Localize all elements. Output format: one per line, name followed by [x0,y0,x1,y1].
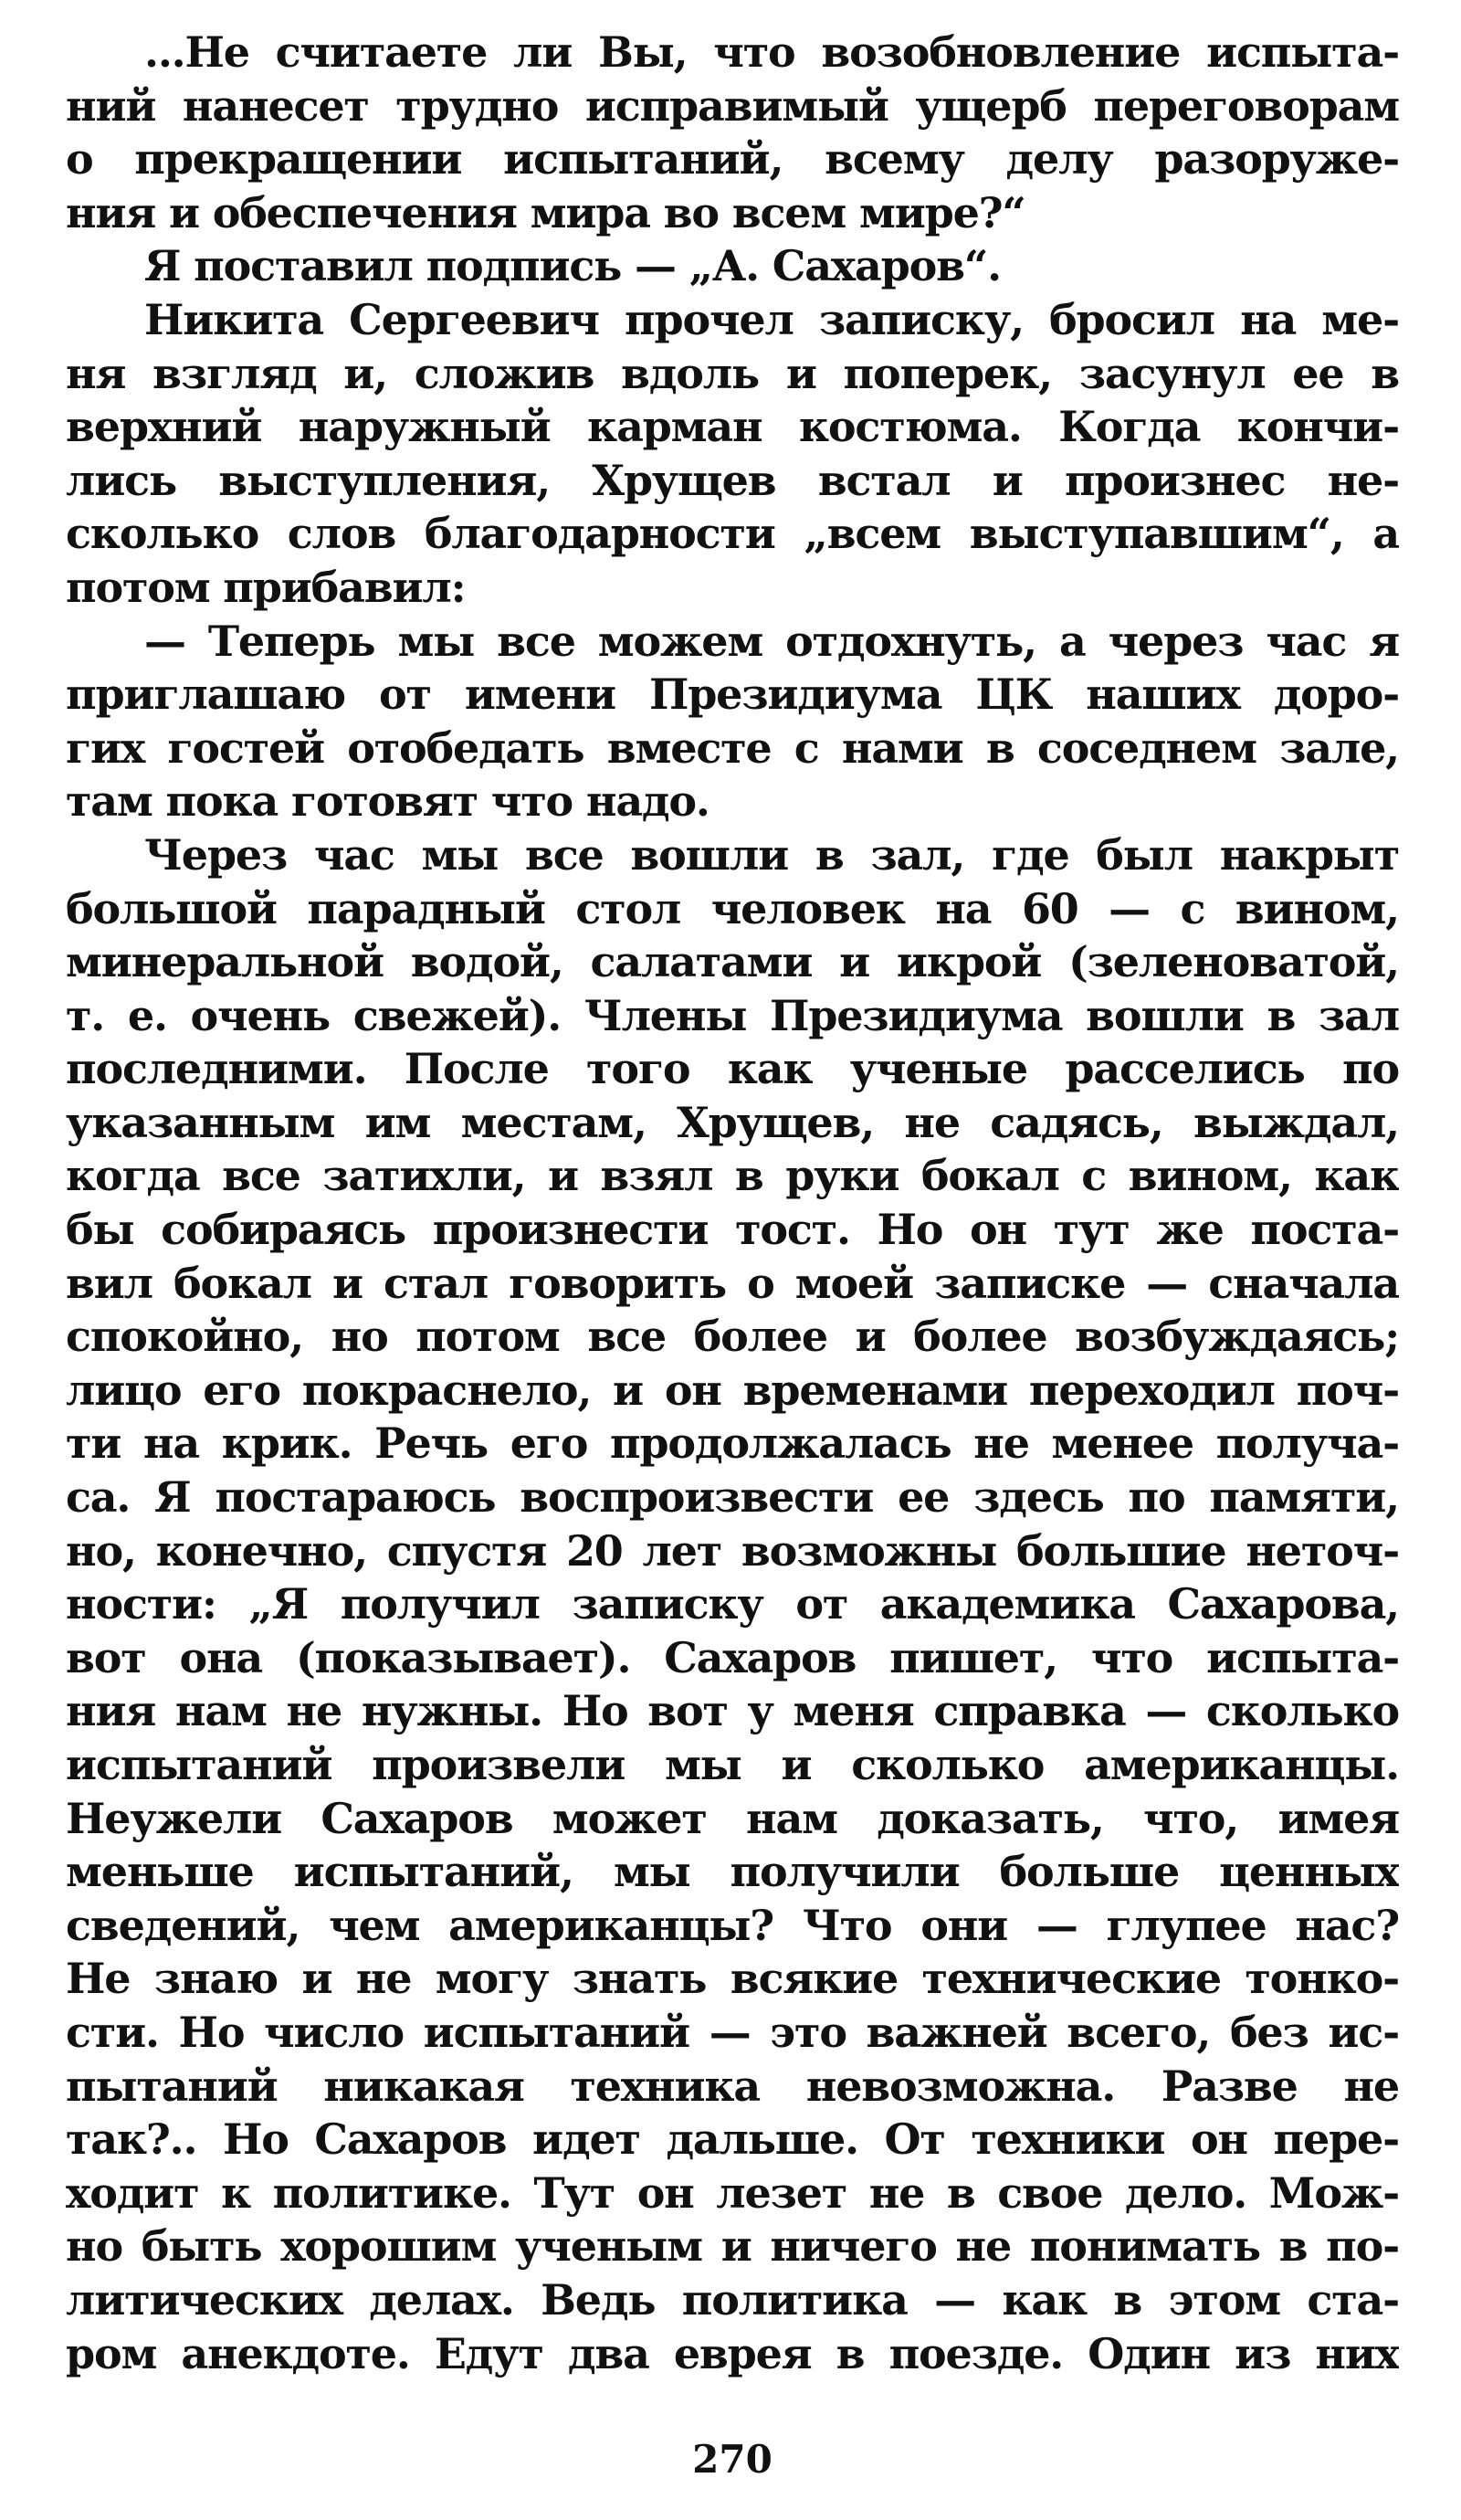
page-number: 270 [692,2437,773,2482]
text-line: но быть хорошим ученым и ничего не понимать в по- [66,2221,1399,2272]
text-line: вил бокал и стал говорить о моей записке — сначала [66,1258,1399,1308]
text-line: гих гостей отобедать вместе с нами в соседнем зале, [66,722,1399,773]
text-line: сти. Но число испытаний — это важней всего, без ис- [66,2007,1399,2057]
text-line: ня взгляд и, сложив вдоль и поперек, засунул ее в [66,348,1399,398]
text-line: приглашаю от имени Президиума ЦК наших доро- [66,670,1399,720]
text-line: Я поставил подпись — „А. Сахаров“. [144,241,1001,291]
text-line: — Теперь мы все можем отдохнуть, а через час я [144,616,1399,666]
text-line: испытаний произвели мы и сколько американцы. [66,1740,1399,1789]
text-line: меньше испытаний, мы получили больше ценных [66,1847,1399,1897]
text-line: Через час мы все вошли в зал, где был накрыт [144,829,1399,880]
text-line: верхний наружный карман костюма. Когда кончи- [66,402,1399,452]
text-line: но, конечно, спустя 20 лет возможны большие неточ- [66,1525,1399,1576]
text-line: т. е. очень свежей). Члены Президиума вошли в зал [66,990,1399,1040]
text-line: спокойно, но потом все более и более возбуждаясь; [66,1312,1399,1362]
text-line: ром анекдоте. Едут два еврея в поезде. Один из них [66,2328,1399,2378]
text-line: о прекращении испытаний, всему делу разоруже- [66,134,1399,185]
text-line: большой парадный стол человек на 60 — с вином, [66,883,1399,933]
text-line: так?.. Но Сахаров идет дальше. От техники он пере- [66,2114,1399,2165]
text-line: Неужели Сахаров может нам доказать, что, имея [66,1793,1399,1843]
text-line: ния нам не нужны. Но вот у меня справка — сколько [66,1686,1399,1736]
text-line: указанным им местам, Хрущев, не садясь, выждал, [66,1097,1399,1147]
text-line: литических делах. Ведь политика — как в этом ста- [66,2274,1399,2325]
body-text [66,26,1399,2380]
text-line: там пока готовят что надо. [66,776,709,827]
text-line: ности: „Я получил записку от академика Сахарова, [66,1579,1399,1629]
text-line: Никита Сергеевич прочел записку, бросил на ме- [144,294,1399,344]
text-line: ти на крик. Речь его продолжалась не менее получа- [66,1418,1399,1469]
book-page [66,26,1399,2492]
text-line: ний нанесет трудно исправимый ущерб переговорам [66,80,1399,131]
text-line: бы собираясь произнести тост. Но он тут же поста- [66,1205,1399,1255]
text-line: лицо его покраснело, и он временами переходил поч- [66,1365,1399,1415]
text-line: потом прибавил: [66,562,466,612]
text-line: последними. После того как ученые расселись по [66,1044,1399,1094]
text-line: ния и обеспечения мира во всем мире?“ [66,187,1025,237]
text-line: ходит к политике. Тут он лезет не в свое дело. Мож- [66,2167,1399,2218]
text-line: пытаний никакая техника невозможна. Разве не [66,2061,1399,2111]
text-line: лись выступления, Хрущев встал и произнес не- [66,455,1399,505]
text-line: сведений, чем американцы? Что они — глупее нас? [66,1900,1399,1950]
text-line: минеральной водой, салатами и икрой (зеленоватой, [66,937,1399,987]
text-line: сколько слов благодарности „всем выступавшим“, а [66,509,1399,559]
text-line: вот она (показывает). Сахаров пишет, что испыта- [66,1632,1399,1682]
text-line: са. Я постараюсь воспроизвести ее здесь по памяти, [66,1472,1399,1523]
text-line: когда все затихли, и взял в руки бокал с вином, как [66,1151,1399,1201]
text-line: ...Не считаете ли Вы, что возобновление испыта- [144,27,1399,77]
text-line: Не знаю и не могу знать всякие технические тонко- [66,1954,1399,2004]
